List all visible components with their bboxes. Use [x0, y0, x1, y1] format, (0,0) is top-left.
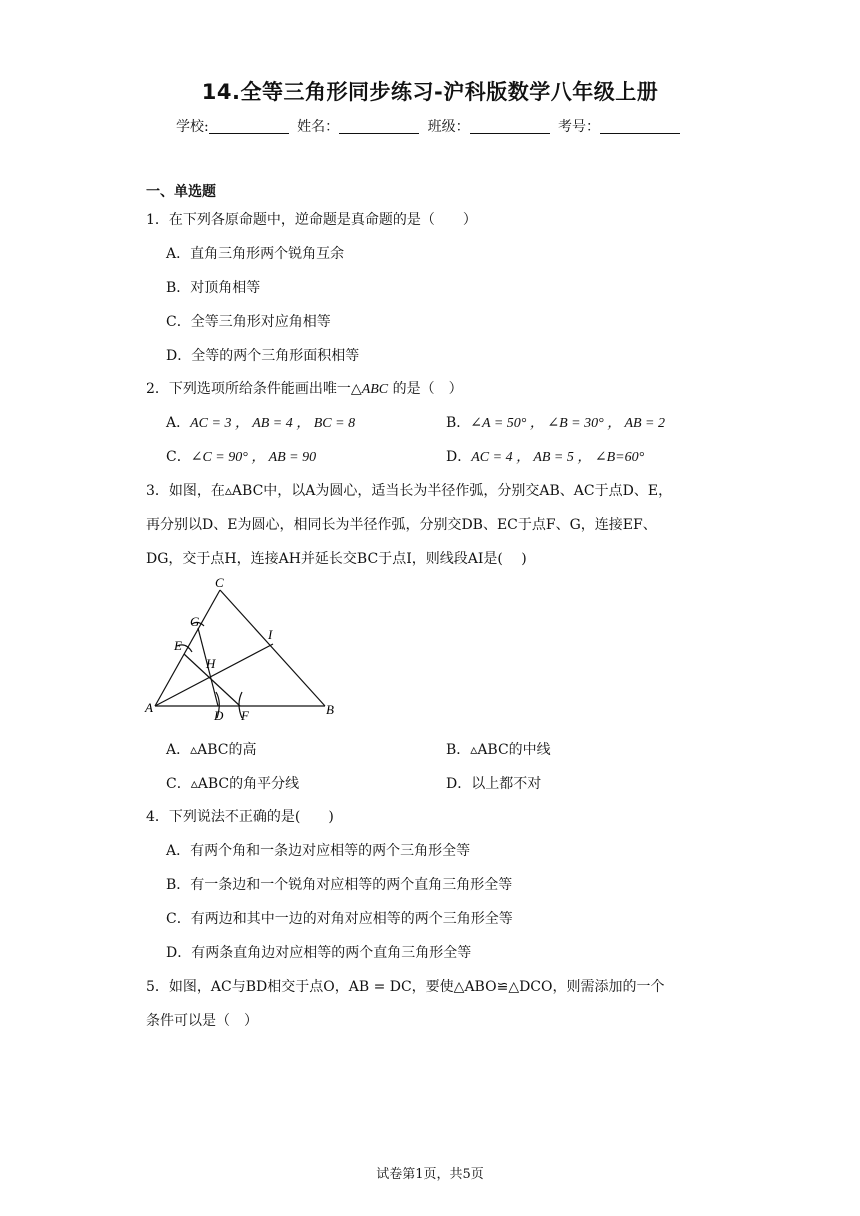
label-b: B	[326, 702, 334, 717]
q1-option-b: B．对顶角相等	[166, 280, 261, 296]
q3-stem-line1: 3．如图，在▵ABC中，以A为圆心，适当长为半径作弧，分别交AB、AC于点D、E，	[146, 483, 673, 499]
page-footer: 试卷第1页，共5页	[376, 1167, 484, 1182]
q4-option-b: B．有一条边和一个锐角对应相等的两个直角三角形全等	[166, 877, 513, 893]
q1-stem: 1．在下列各原命题中，逆命题是真命题的是（ ）	[146, 212, 477, 228]
label-f: F	[241, 708, 249, 723]
q4-option-c: C．有两边和其中一边的对角对应相等的两个三角形全等	[166, 911, 513, 927]
exam-number-blank[interactable]	[600, 119, 680, 134]
label-c: C	[215, 576, 224, 590]
section-title: 一、单选题	[146, 184, 216, 200]
q3-option-c: C．▵ABC的角平分线	[166, 776, 300, 792]
student-info-line	[0, 116, 860, 136]
label-d: D	[214, 708, 224, 723]
q3-option-d: D．以上都不对	[446, 776, 542, 792]
q4-option-a: A．有两个角和一条边对应相等的两个三角形全等	[166, 843, 471, 859]
label-g: G	[190, 614, 200, 629]
q3-stem-line3: DG，交于点H，连接AH并延长交BC于点I，则线段AI是( )	[146, 551, 527, 567]
q2-option-b: B．∠A = 50° ， ∠B = 30° ， AB = 2	[446, 415, 665, 431]
q3-stem-line2: 再分别以D、E为圆心，相同长为半径作弧，分别交DB、EC于点F、G，连接EF、	[146, 517, 657, 533]
q4-stem: 4．下列说法不正确的是( )	[146, 809, 334, 825]
q5-stem-line2: 条件可以是（ ）	[146, 1013, 258, 1029]
label-i: I	[268, 627, 273, 642]
class-label: 班级：	[427, 119, 470, 135]
q3-option-b: B．▵ABC的中线	[446, 742, 551, 758]
q1-option-a: A．直角三角形两个锐角互余	[166, 246, 345, 262]
school-label: 学校:	[175, 119, 209, 135]
q3-option-a: A．▵ABC的高	[166, 742, 257, 758]
school-blank[interactable]	[209, 119, 289, 134]
q4-option-d: D．有两条直角边对应相等的两个直角三角形全等	[166, 945, 472, 961]
label-e: E	[174, 638, 182, 653]
label-h: H	[206, 656, 216, 671]
q2-option-c: C．∠C = 90° ， AB = 90	[166, 449, 317, 465]
q2-option-d: D．AC = 4 ， AB = 5 ， ∠B=60°	[446, 449, 645, 465]
exam-title: 14.全等三角形同步练习-沪科版数学八年级上册	[201, 80, 659, 104]
name-label: 姓名：	[297, 119, 340, 135]
q3-triangle-figure	[140, 576, 350, 726]
label-a: A	[145, 700, 153, 715]
q5-stem-line1: 5．如图，AC与BD相交于点O，AB = DC，要使△ABO≌△DCO，则需添加的一个	[146, 979, 665, 995]
side-bc	[220, 590, 325, 706]
q2-option-a: A．AC = 3 ， AB = 4 ， BC = 8	[166, 415, 356, 431]
q1-option-d: D．全等的两个三角形面积相等	[166, 348, 360, 364]
name-blank[interactable]	[339, 119, 419, 134]
q2-stem: 2．下列选项所给条件能画出唯一△ABC 的是（ ）	[146, 381, 463, 397]
q1-option-c: C．全等三角形对应角相等	[166, 314, 331, 330]
class-blank[interactable]	[470, 119, 550, 134]
exam-number-label: 考号：	[558, 119, 601, 135]
